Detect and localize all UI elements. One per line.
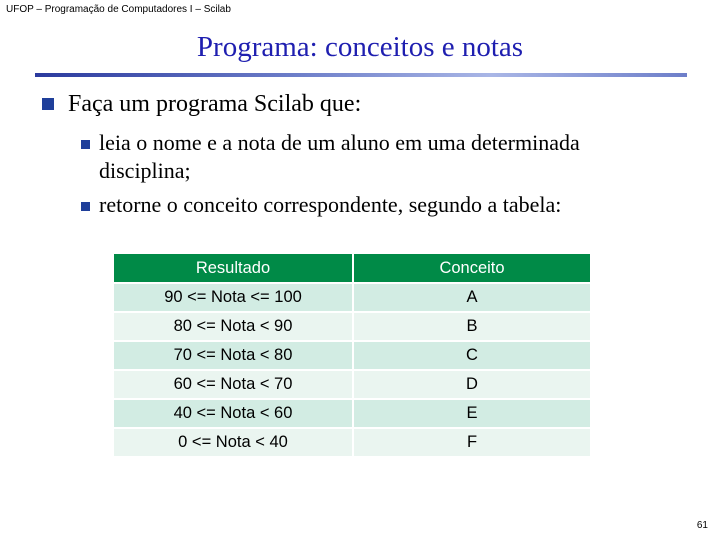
cell-conceito: A bbox=[353, 283, 591, 312]
cell-conceito: C bbox=[353, 341, 591, 370]
slide-title: Programa: conceitos e notas bbox=[196, 31, 524, 63]
table-row bbox=[113, 370, 591, 399]
grades-table bbox=[112, 252, 592, 458]
cell-conceito: F bbox=[353, 428, 591, 457]
header-resultado: Resultado bbox=[113, 253, 353, 283]
cell-resultado: 70 <= Nota < 80 bbox=[113, 341, 353, 370]
cell-resultado: 0 <= Nota < 40 bbox=[113, 428, 353, 457]
table-header-row bbox=[113, 253, 591, 283]
square-bullet-icon bbox=[81, 202, 90, 211]
header-conceito: Conceito bbox=[353, 253, 591, 283]
page-number: 61 bbox=[696, 520, 708, 531]
sub-bullet-2-line-1: retorne o conceito correspondente, segundo a tabela: bbox=[99, 192, 562, 217]
cell-resultado: 90 <= Nota <= 100 bbox=[113, 283, 353, 312]
cell-conceito: D bbox=[353, 370, 591, 399]
sub-bullet-1-line-1: leia o nome e a nota de um aluno em uma determinada bbox=[99, 130, 580, 155]
cell-resultado: 60 <= Nota < 70 bbox=[113, 370, 353, 399]
cell-resultado: 40 <= Nota < 60 bbox=[113, 399, 353, 428]
table-row bbox=[113, 283, 591, 312]
table-row bbox=[113, 399, 591, 428]
main-bullet-text: Faça um programa Scilab que: bbox=[68, 91, 362, 117]
cell-resultado: 80 <= Nota < 90 bbox=[113, 312, 353, 341]
square-bullet-icon bbox=[81, 140, 90, 149]
cell-conceito: E bbox=[353, 399, 591, 428]
header-note: UFOP – Programação de Computadores I – Scilab bbox=[6, 4, 231, 15]
cell-conceito: B bbox=[353, 312, 591, 341]
table-row bbox=[113, 312, 591, 341]
title-divider bbox=[35, 73, 687, 77]
table-row bbox=[113, 341, 591, 370]
sub-bullet-1-line-2: disciplina; bbox=[99, 158, 191, 183]
square-bullet-icon bbox=[42, 98, 54, 110]
table-row bbox=[113, 428, 591, 457]
